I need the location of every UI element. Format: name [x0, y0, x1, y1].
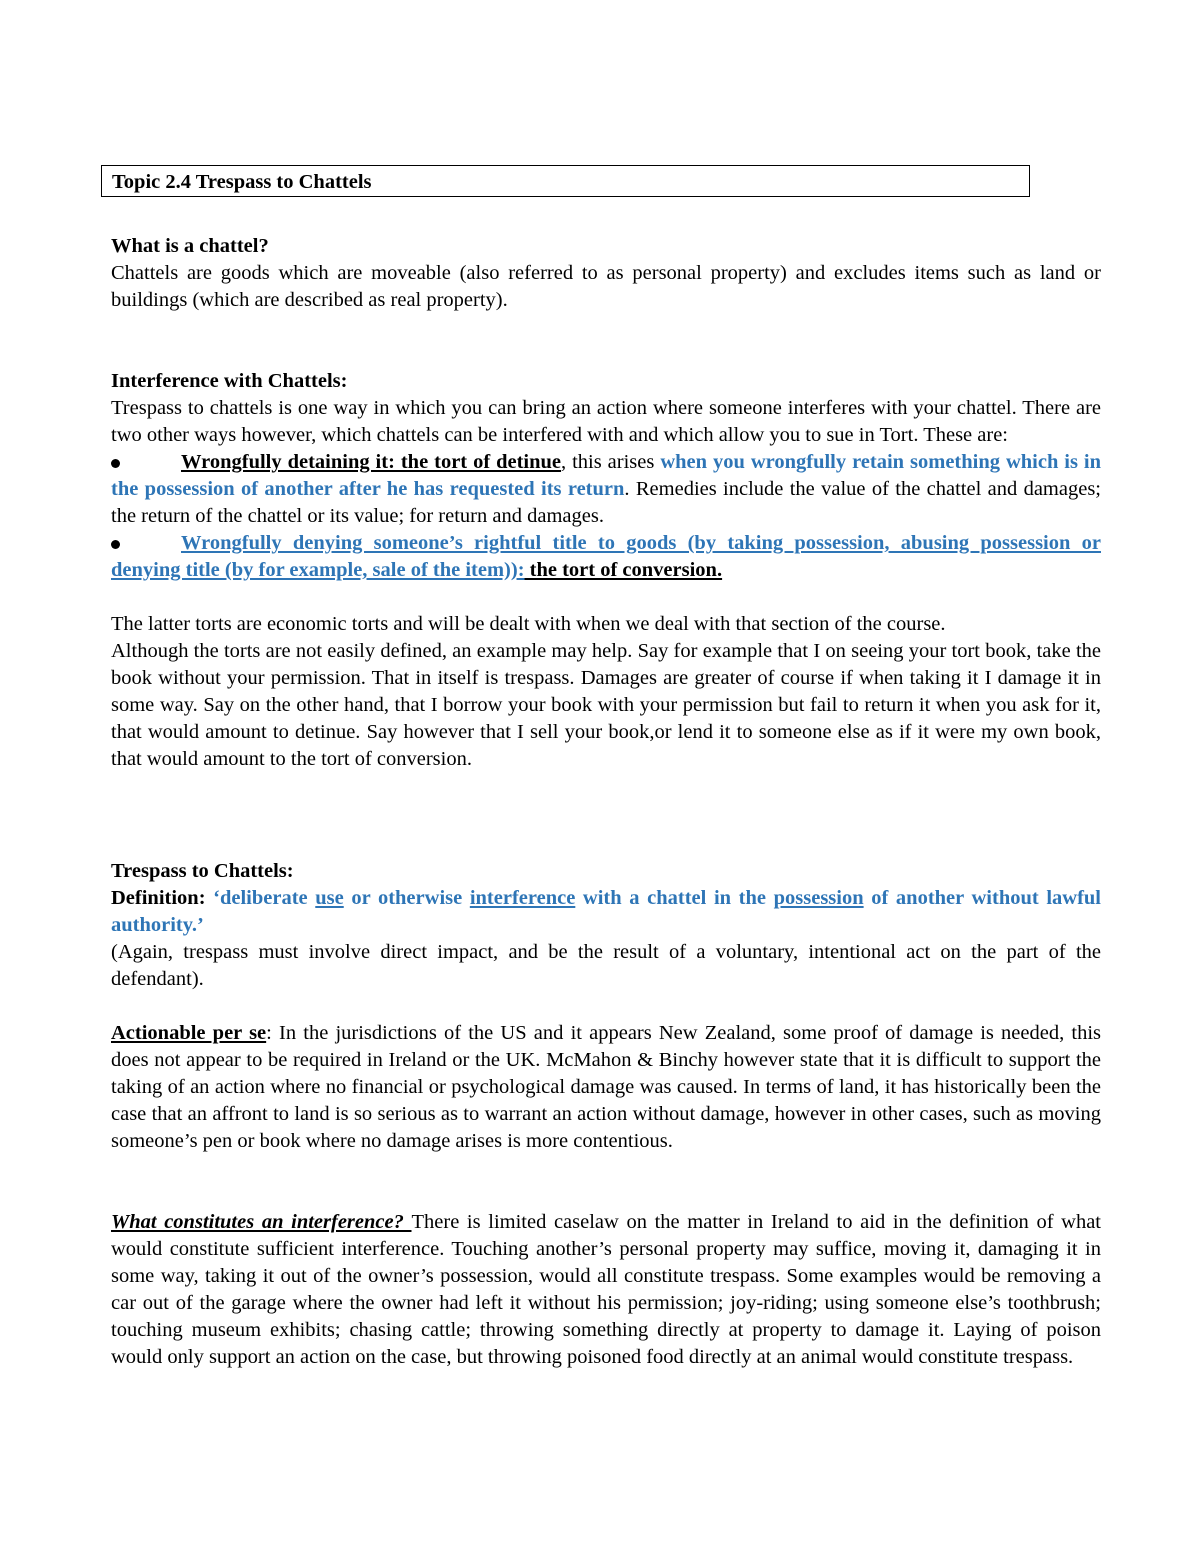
- heading-interference: Interference with Chattels:: [111, 370, 348, 392]
- conversion-definition: Wrongfully denying someone’s rightful title to goods (by taking possession, abusing possession or denying title (by for example, sale of the item)):: [111, 532, 1101, 581]
- bullet-detinue: [111, 449, 1101, 530]
- detinue-label: Wrongfully detaining it: the tort of detinue: [181, 451, 562, 473]
- actionable-per-se-label: Actionable per se: [111, 1022, 267, 1044]
- definition-part-2: or otherwise: [343, 887, 470, 909]
- bullet-dot: [111, 459, 120, 468]
- definition-part-3: with a chattel in the: [575, 887, 774, 909]
- what-constitutes-label: What constitutes an interference?: [111, 1211, 412, 1233]
- chattel-definition-text: Chattels are goods which are moveable (also referred to as personal property) and excludes items such as land or buildings (which are described as real property).: [111, 262, 1101, 311]
- conversion-label: the tort of conversion.: [524, 559, 723, 581]
- section-what-constitutes: [111, 1209, 1101, 1371]
- detinue-definition: when you wrongfully retain something which is in the possession of another after he has requested its return: [111, 451, 1102, 500]
- interference-intro-text: Trespass to chattels is one way in which you can bring an action where someone interferes with your chattel. There are two other ways however, which chattels can be interfered with and which allow you to sue in Tort. These are:: [111, 397, 1101, 446]
- topic-title-box: [101, 165, 1030, 197]
- example-text: Although the torts are not easily defined, an example may help. Say for example that I on seeing your tort book, take the book without your permission. That in itself is trespass. Damages are greater of course if when taking it I damage it in some way. Say on the other hand, that I borrow your book with your permission but fail to return it when you ask for it, that would amount to detinue. Say however that I sell your book,or lend it to someone else as if it were my own book, that would amount to the tort of conversion.: [111, 640, 1101, 770]
- heading-what-is-chattel: What is a chattel?: [111, 235, 269, 257]
- definition-use: use: [315, 887, 344, 909]
- topic-title: Topic 2.4 Trespass to Chattels: [112, 171, 372, 193]
- definition-possession: possession: [773, 887, 864, 909]
- definition-line: [111, 885, 1101, 939]
- bullet-dot: [111, 540, 120, 549]
- definition-interference: interference: [469, 887, 576, 909]
- section-actionable-per-se: [111, 1020, 1101, 1155]
- bullet-conversion: [111, 530, 1101, 584]
- direct-impact-note: (Again, trespass must involve direct impact, and be the result of a voluntary, intentional act on the part of the defendant).: [111, 941, 1101, 990]
- definition-part-4: of another without lawful authority.’: [111, 887, 1101, 936]
- definition-part-1: ‘deliberate: [205, 887, 316, 909]
- what-constitutes-text: There is limited caselaw on the matter in Ireland to aid in the definition of what would constitute sufficient interference. Touching another’s personal property may suffice, moving it, damaging it in some way, taking it out of the owner’s possession, would all constitute trespass. Some examples would be removing a car out of the garage where the owner had left it without his permission; joy-riding; using someone else’s toothbrush; touching museum exhibits; chasing cattle; throwing something directly at property to damage it. Laying of poison would only support an action on the case, but throwing poisoned food directly at an animal would constitute trespass.: [111, 1211, 1102, 1368]
- latter-torts-text: The latter torts are economic torts and will be dealt with when we deal with that section of the course.: [111, 613, 946, 635]
- detinue-mid: , this arises: [561, 451, 661, 473]
- heading-trespass-to-chattels: Trespass to Chattels:: [111, 860, 294, 882]
- section-what-is-chattel: [111, 233, 1101, 314]
- section-interference: [111, 368, 1101, 773]
- definition-label: Definition:: [111, 887, 206, 909]
- detinue-remedies: . Remedies include the value of the chattel and damages; the return of the chattel or its value; for return and damages.: [111, 478, 1101, 527]
- section-trespass-to-chattels: [111, 858, 1101, 993]
- actionable-per-se-text: : In the jurisdictions of the US and it appears New Zealand, some proof of damage is needed, this does not appear to be required in Ireland or the UK. McMahon & Binchy however state that it is difficult to support the taking of an action where no financial or psychological damage was caused. In terms of land, it has historically been the case that an affront to land is so serious as to warrant an action without damage, however in other cases, such as moving someone’s pen or book where no damage arises is more contentious.: [111, 1022, 1101, 1152]
